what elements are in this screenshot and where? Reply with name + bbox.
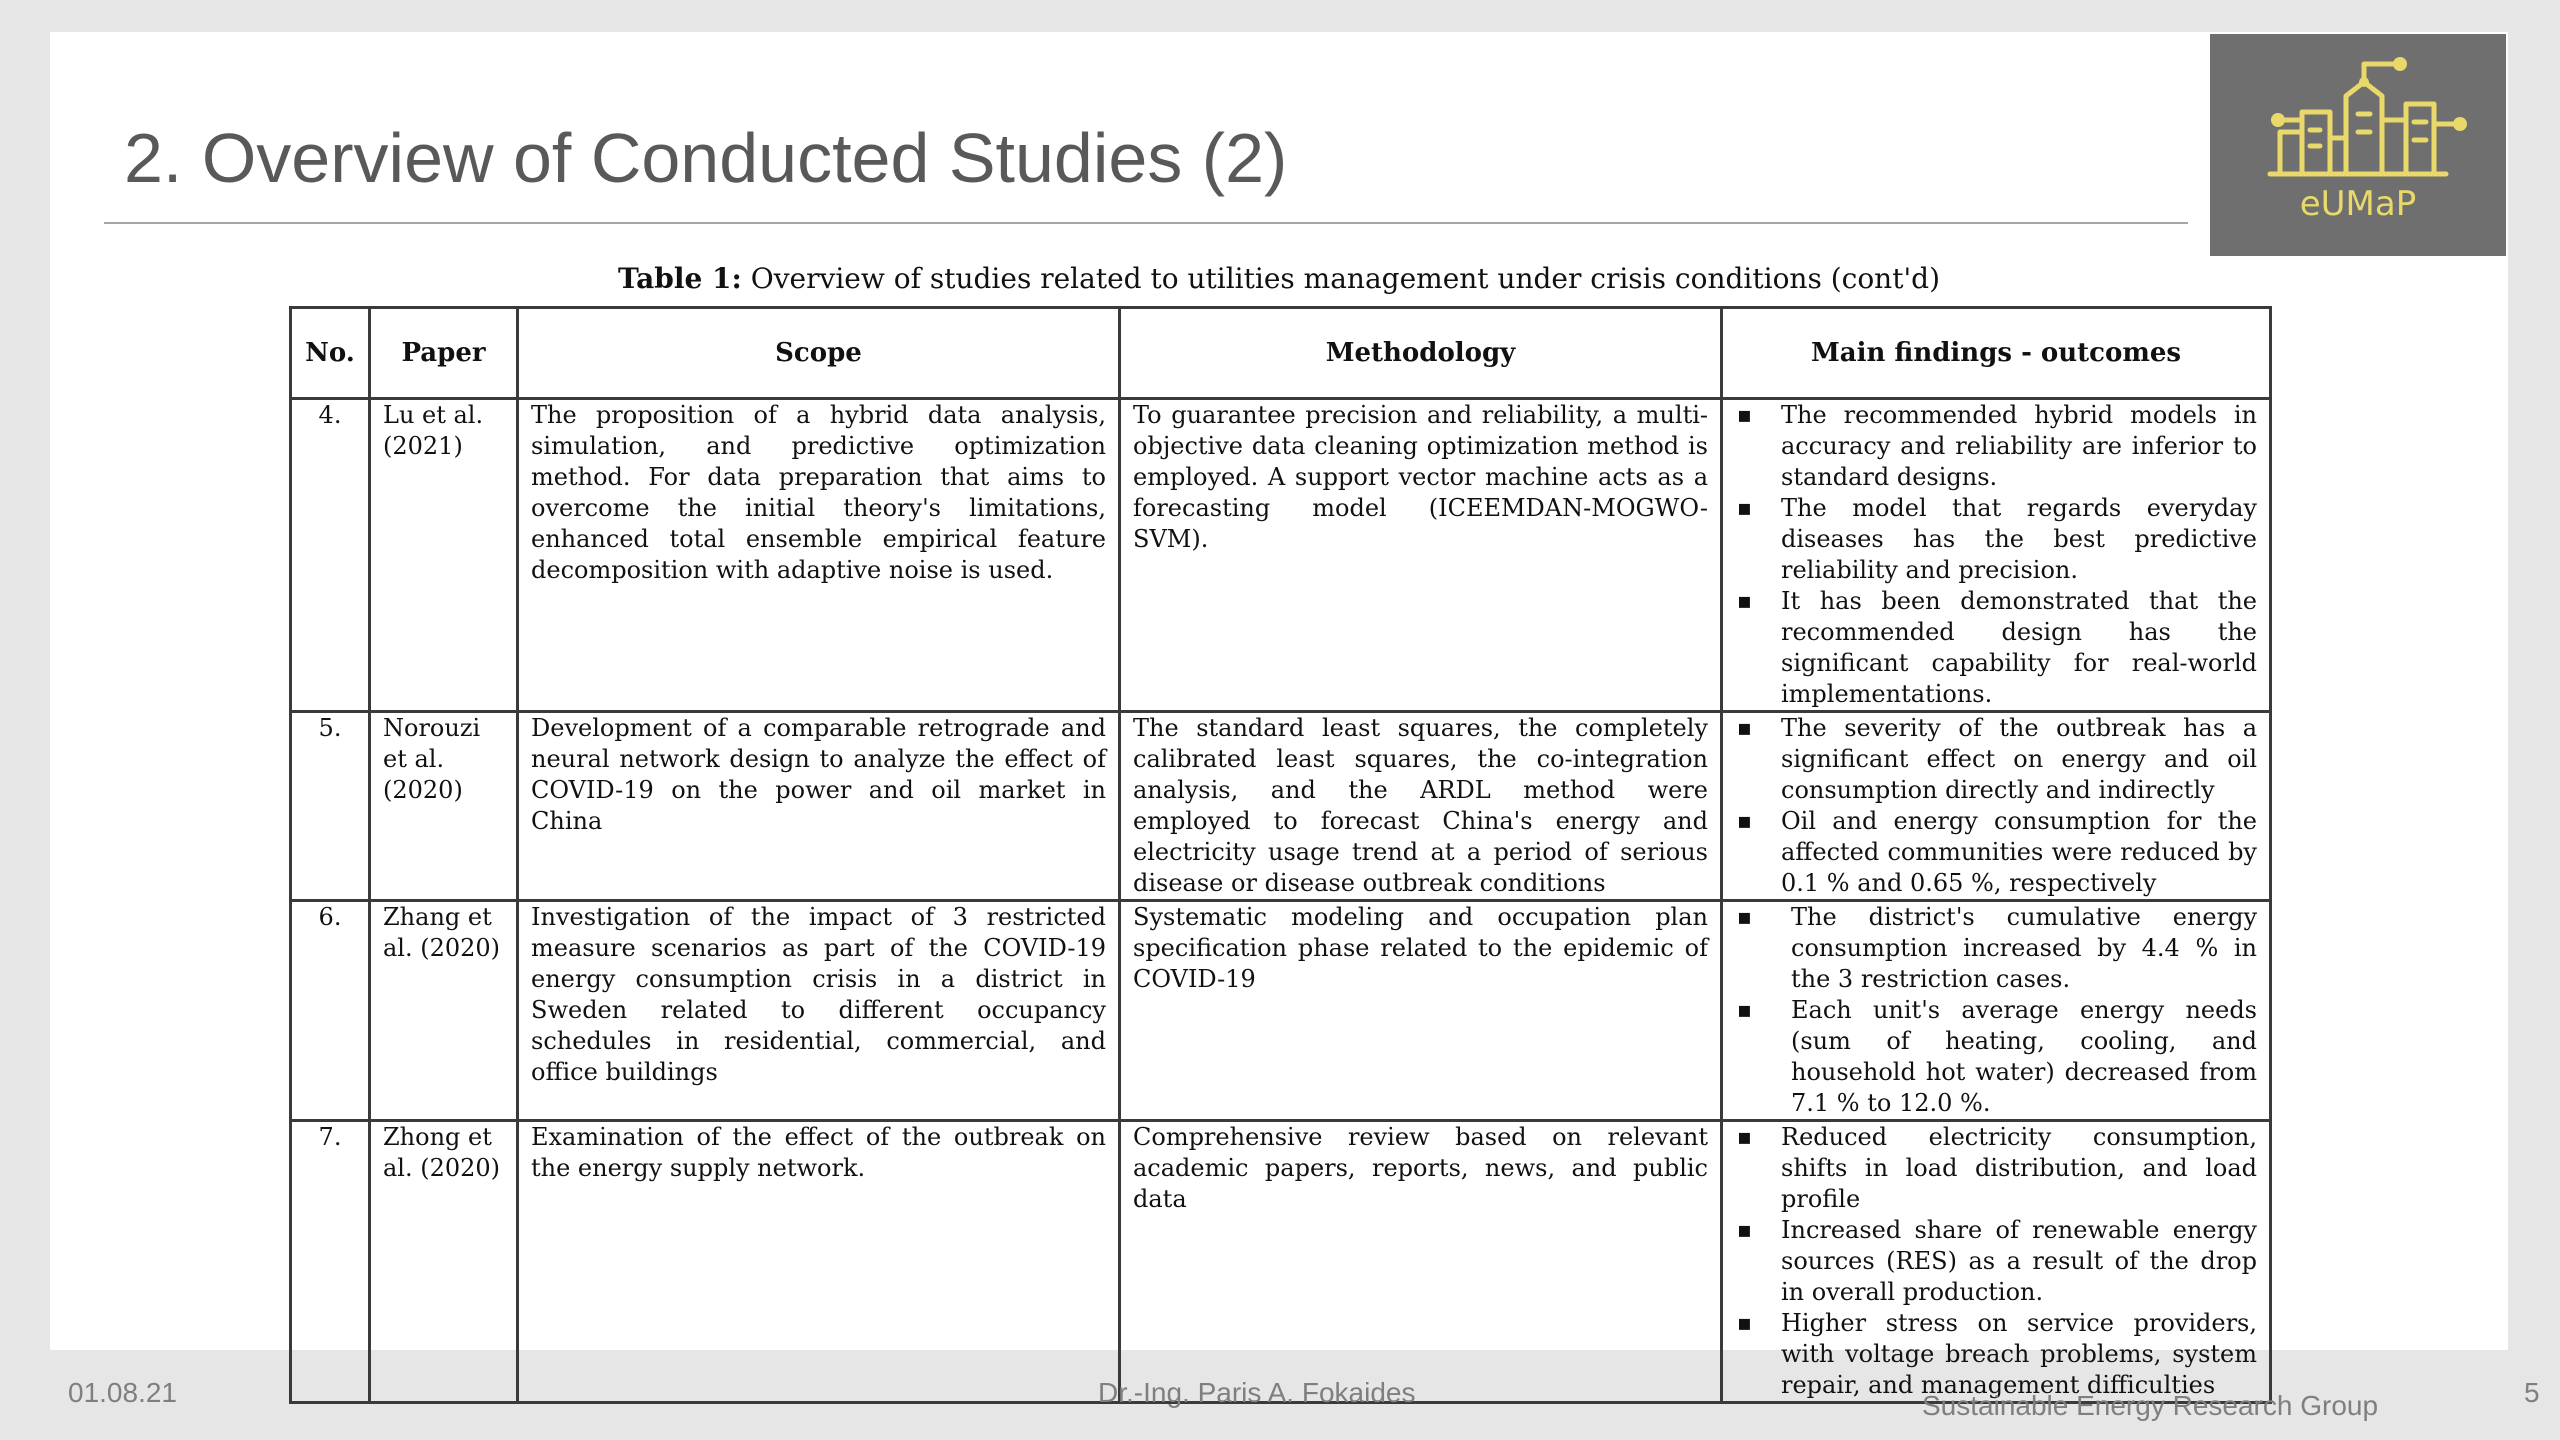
table-row	[291, 1121, 2271, 1403]
finding-item: ▪ Each unit's average energy needs (sum of heating, cooling, and household hot water) decreased from 7.1 % to 12.0 %.	[1781, 995, 2257, 1119]
finding-item: ▪ The district's cumulative energy consumption increased by 4.4 % in the 3 restriction cases.	[1781, 902, 2257, 995]
findings-list	[1735, 400, 2257, 710]
row-no: 6.	[291, 901, 370, 1121]
finding-item: ▪ Increased share of renewable energy sources (RES) as a result of the drop in overall production.	[1781, 1215, 2257, 1308]
finding-item: ▪ It has been demonstrated that the recommended design has the significant capability for real-world implementations.	[1781, 586, 2257, 710]
finding-item: ▪ Higher stress on service providers, with voltage breach problems, system repair, and management difficulties	[1781, 1308, 2257, 1401]
slide-title: 2. Overview of Conducted Studies (2)	[124, 119, 1288, 197]
table-caption	[290, 262, 2268, 295]
footer-group: Sustainable Energy Research Group	[1922, 1390, 2379, 1421]
findings-list	[1735, 902, 2257, 1119]
row-paper: Zhong et al. (2020)	[370, 1121, 518, 1403]
row-no: 7.	[291, 1121, 370, 1403]
studies-table	[289, 306, 2272, 1404]
header-paper: Paper	[370, 308, 518, 399]
footer-date: 01.08.21	[68, 1377, 177, 1408]
finding-item: ▪ Reduced electricity consumption, shifts in load distribution, and load profile	[1781, 1122, 2257, 1215]
header-methodology: Methodology	[1120, 308, 1722, 399]
finding-item: ▪ Oil and energy consumption for the affected communities were reduced by 0.1 % and 0.65 %, respectively	[1781, 806, 2257, 899]
header-findings: Main findings - outcomes	[1722, 308, 2271, 399]
table-header-row	[291, 308, 2271, 399]
page-number: 5	[2524, 1377, 2540, 1408]
finding-item: ▪ The severity of the outbreak has a significant effect on energy and oil consumption directly and indirectly	[1781, 713, 2257, 806]
row-methodology: The standard least squares, the completely calibrated least squares, the co-integration analysis, and the ARDL method were employed to forecast China's energy and electricity usage trend at a period of serious disease or disease outbreak conditions	[1120, 712, 1722, 901]
row-methodology: To guarantee precision and reliability, a multi-objective data cleaning optimization method is employed. A support vector machine acts as a forecasting model (ICEEMDAN-MOGWO-SVM).	[1120, 399, 1722, 712]
table-row	[291, 399, 2271, 712]
row-findings	[1722, 1121, 2271, 1403]
row-findings	[1722, 901, 2271, 1121]
row-methodology: Systematic modeling and occupation plan specification phase related to the epidemic of COVID-19	[1120, 901, 1722, 1121]
row-no: 5.	[291, 712, 370, 901]
row-scope: Investigation of the impact of 3 restricted measure scenarios as part of the COVID-19 energy consumption crisis in a district in Sweden related to different occupancy schedules in residential, commercial, and office buildings	[518, 901, 1120, 1121]
finding-item: ▪ The recommended hybrid models in accuracy and reliability are inferior to standard designs.	[1781, 400, 2257, 493]
row-paper: Zhang et al. (2020)	[370, 901, 518, 1121]
table-row	[291, 901, 2271, 1121]
row-paper: Norouzi et al. (2020)	[370, 712, 518, 901]
findings-list	[1735, 713, 2257, 899]
caption-text: Overview of studies related to utilities management under crisis conditions (cont'd)	[750, 262, 1941, 295]
caption-label: Table 1:	[617, 262, 742, 295]
row-scope: The proposition of a hybrid data analysis, simulation, and predictive optimization method. For data preparation that aims to overcome the initial theory's limitations, enhanced total ensemble empirical feature decomposition with adaptive noise is used.	[518, 399, 1120, 712]
row-scope: Development of a comparable retrograde and neural network design to analyze the effect of COVID-19 on the power and oil market in China	[518, 712, 1120, 901]
eumap-logo	[2210, 34, 2506, 256]
table-row	[291, 712, 2271, 901]
row-paper: Lu et al. (2021)	[370, 399, 518, 712]
title-divider	[104, 222, 2188, 224]
logo-text: eUMaP	[2299, 184, 2417, 224]
findings-list	[1735, 1122, 2257, 1401]
city-skyline-icon	[2210, 34, 2506, 184]
header-scope: Scope	[518, 308, 1120, 399]
footer-author: Dr.-Ing. Paris A. Fokaides	[1098, 1377, 1416, 1408]
row-no: 4.	[291, 399, 370, 712]
finding-item: ▪ The model that regards everyday diseases has the best predictive reliability and precision.	[1781, 493, 2257, 586]
row-findings	[1722, 712, 2271, 901]
row-findings	[1722, 399, 2271, 712]
row-scope: Examination of the effect of the outbreak on the energy supply network.	[518, 1121, 1120, 1403]
row-methodology: Comprehensive review based on relevant academic papers, reports, news, and public data	[1120, 1121, 1722, 1403]
header-no: No.	[291, 308, 370, 399]
